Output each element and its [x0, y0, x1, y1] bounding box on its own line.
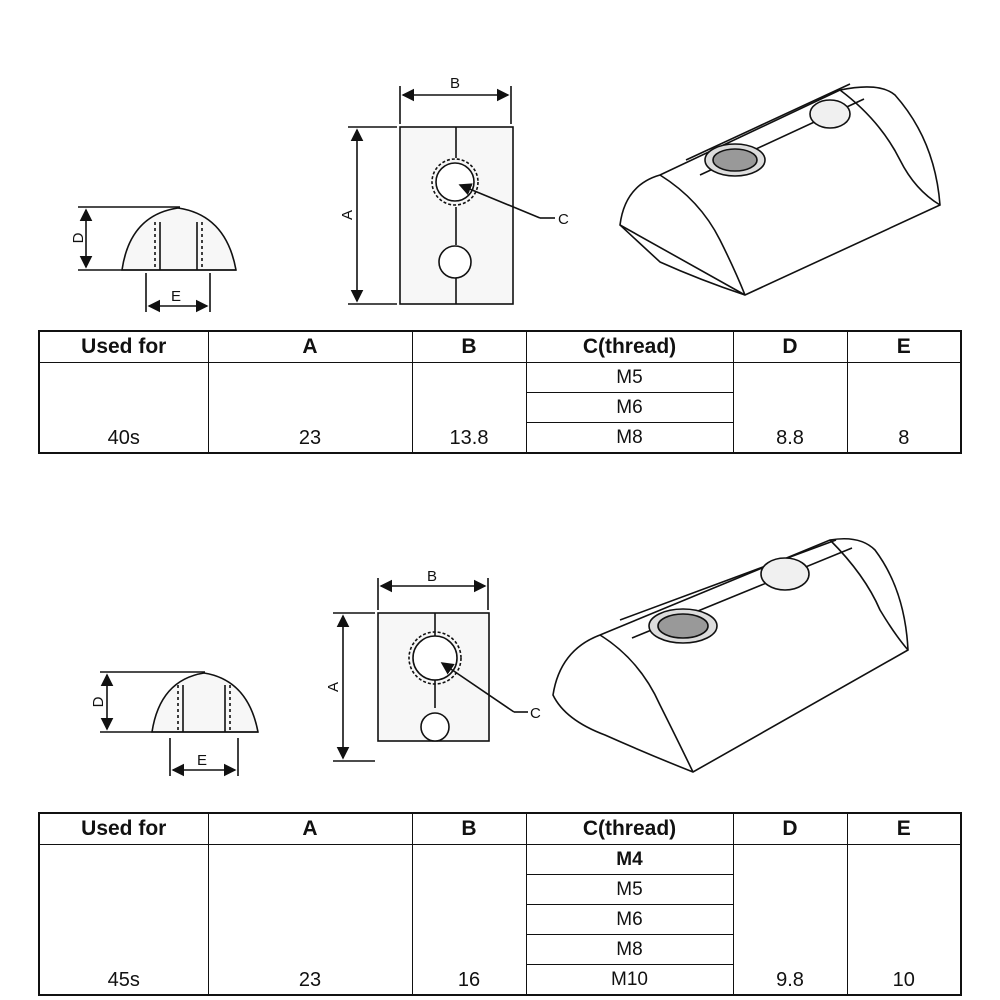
cell-used-for: 40s: [39, 363, 208, 454]
cell-thread: [526, 363, 733, 454]
side-view: [100, 672, 258, 776]
cell-a: 23: [208, 363, 412, 454]
label-d: D: [70, 232, 87, 244]
header-b: B: [412, 813, 526, 845]
cell-e: 10: [847, 845, 961, 996]
iso-view: [553, 539, 908, 772]
label-c: C: [558, 211, 569, 228]
header-d: D: [733, 331, 847, 363]
value-row: [39, 845, 961, 996]
cell-d: 8.8: [733, 363, 847, 454]
label-d: D: [90, 696, 107, 708]
label-c: C: [530, 705, 541, 722]
header-a: A: [208, 331, 412, 363]
top-view: [348, 86, 555, 304]
thread-item: M5: [527, 363, 733, 393]
header-d: D: [733, 813, 847, 845]
cell-a: 23: [208, 845, 412, 996]
section-40s: [0, 0, 1000, 480]
spec-table-40s: [38, 330, 962, 454]
thread-item: M5: [527, 875, 733, 905]
thread-item: M10: [611, 969, 648, 990]
header-b: B: [412, 331, 526, 363]
section-45s: [0, 480, 1000, 1000]
value-row: [39, 363, 961, 454]
cell-d: 9.8: [733, 845, 847, 996]
label-a: A: [325, 681, 342, 693]
thread-item: M6: [527, 905, 733, 935]
cell-e: 8: [847, 363, 961, 454]
header-e: E: [847, 813, 961, 845]
cell-b: 13.8: [412, 363, 526, 454]
label-a: A: [339, 209, 356, 221]
cell-b: 16: [412, 845, 526, 996]
label-e: E: [196, 752, 208, 769]
thread-item: M8: [616, 427, 643, 448]
header-row: [39, 813, 961, 845]
label-b: B: [426, 568, 438, 585]
side-view: [78, 207, 236, 312]
header-a: A: [208, 813, 412, 845]
header-e: E: [847, 331, 961, 363]
header-c: C(thread): [526, 331, 733, 363]
spec-table-45s: [38, 812, 962, 996]
header-used-for: Used for: [39, 331, 208, 363]
header-row: [39, 331, 961, 363]
iso-view: [620, 84, 940, 295]
thread-item: M8: [527, 935, 733, 965]
cell-thread: [526, 845, 733, 996]
header-used-for: Used for: [39, 813, 208, 845]
cell-used-for: 45s: [39, 845, 208, 996]
thread-item: M6: [527, 393, 733, 423]
label-e: E: [170, 288, 182, 305]
header-c: C(thread): [526, 813, 733, 845]
thread-item: M4: [527, 845, 733, 875]
top-view: [333, 578, 528, 761]
label-b: B: [449, 75, 461, 92]
